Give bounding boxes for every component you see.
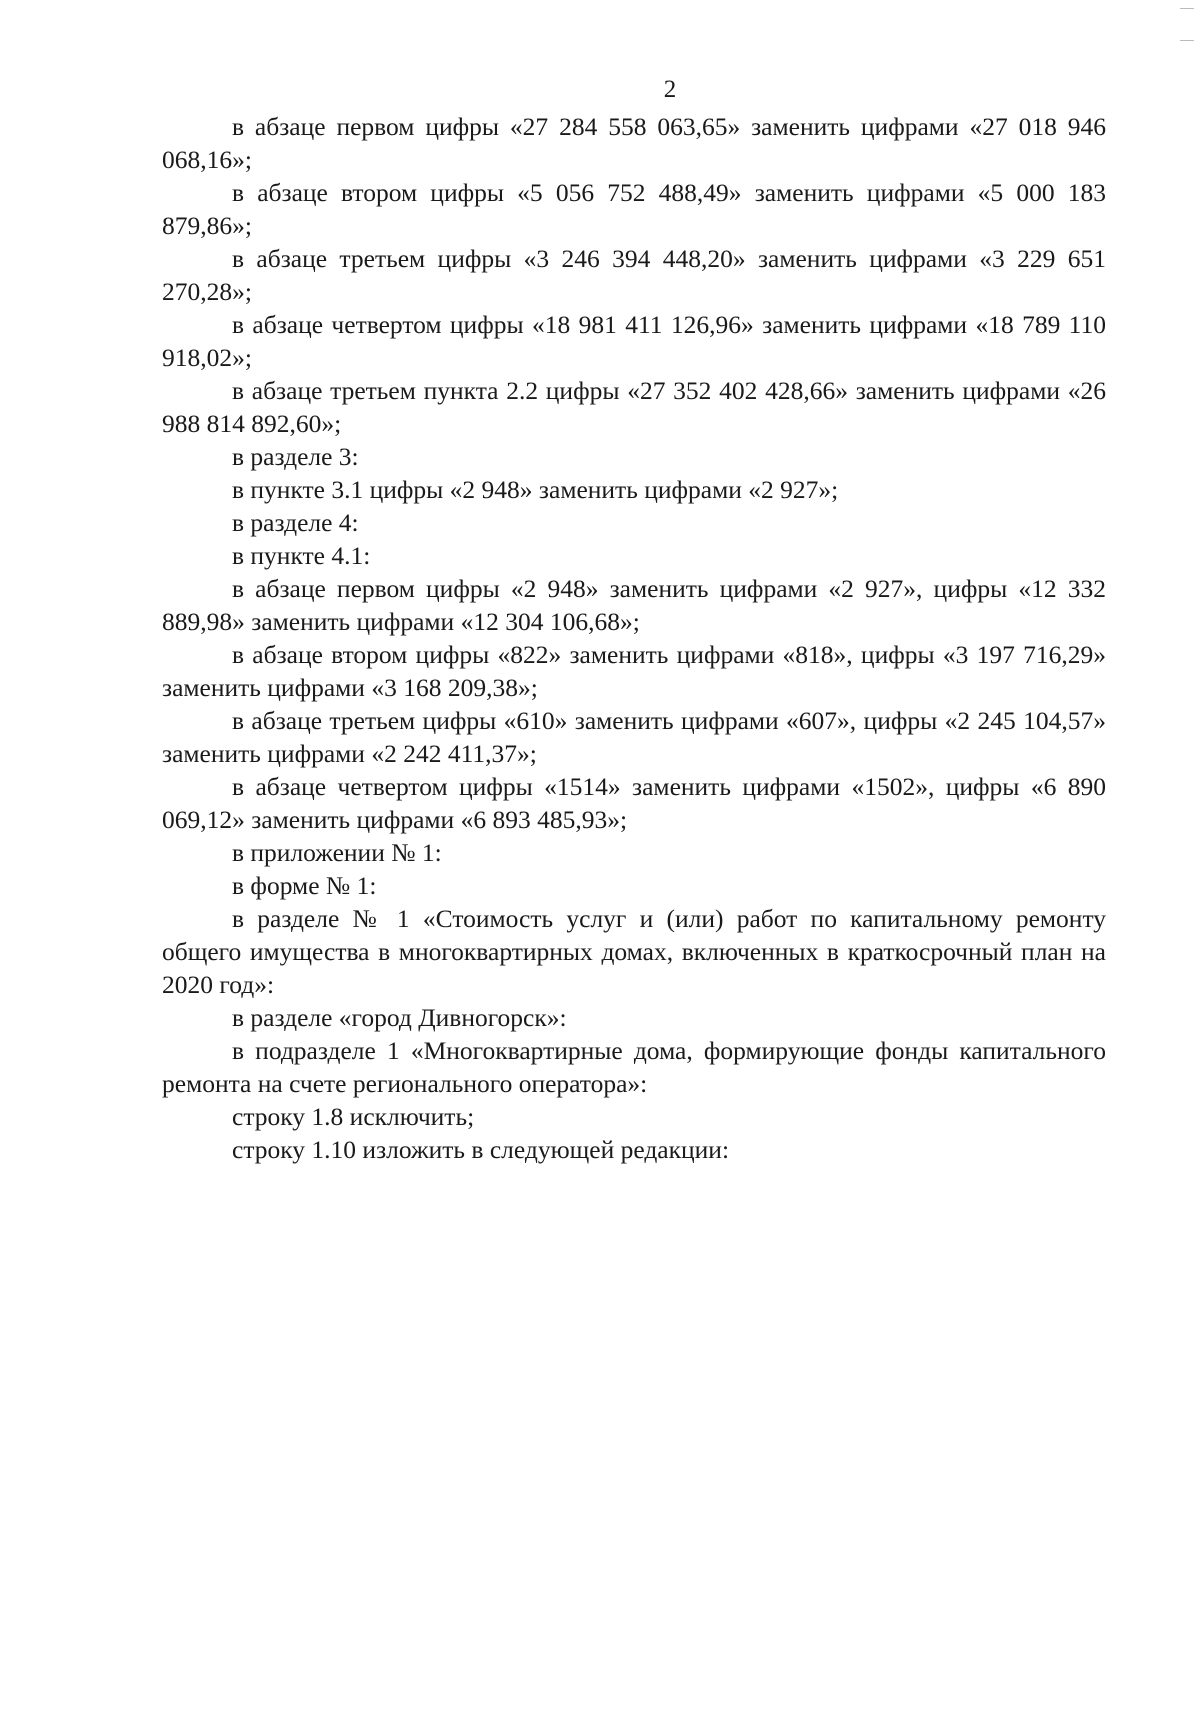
paragraph-amendment-6: в абзаце первом цифры «2 948» заменить цифрами «2 927», цифры «12 332 889,98» заменить цифрами «12 304 106,68»; <box>162 574 1106 636</box>
page-number: 2 <box>663 76 677 103</box>
paragraph-appendix-1: в приложении № 1: <box>232 838 442 867</box>
paragraph-amendment-4: в абзаце четвертом цифры «18 981 411 126,96» заменить цифрами «18 789 110 918,02»; <box>162 310 1106 372</box>
paragraph-amendment-9: в абзаце четвертом цифры «1514» заменить цифрами «1502», цифры «6 890 069,12» заменить цифрами «6 893 485,93»; <box>162 772 1106 834</box>
paragraph-amendment-5: в абзаце третьем пункта 2.2 цифры «27 352 402 428,66» заменить цифрами «26 988 814 892,60»; <box>162 376 1106 438</box>
paragraph-row-1-8: строку 1.8 исключить; <box>232 1102 475 1131</box>
paragraph-amendment-1: в абзаце первом цифры «27 284 558 063,65» заменить цифрами «27 018 946 068,16»; <box>162 112 1106 174</box>
paragraph-amendment-3: в абзаце третьем цифры «3 246 394 448,20» заменить цифрами «3 229 651 270,28»; <box>162 244 1106 306</box>
paragraph-form-1: в форме № 1: <box>232 871 377 900</box>
paragraph-section-divnogorsk: в разделе «город Дивногорск»: <box>232 1003 567 1032</box>
paragraph-section-3: в разделе 3: <box>232 442 359 471</box>
paragraph-item-4-1: в пункте 4.1: <box>232 541 371 570</box>
scan-edge-mark <box>1180 40 1194 41</box>
document-body <box>162 110 1106 1166</box>
paragraph-section-1: в разделе № 1 «Стоимость услуг и (или) работ по капитальному ремонту общего имущества в многоквартирных домах, включенных в краткосрочный план на 2020 год»: <box>162 904 1106 999</box>
paragraph-amendment-8: в абзаце третьем цифры «610» заменить цифрами «607», цифры «2 245 104,57» заменить цифрами «2 242 411,37»; <box>162 706 1106 768</box>
paragraph-section-4: в разделе 4: <box>232 508 359 537</box>
paragraph-row-1-10: строку 1.10 изложить в следующей редакции: <box>232 1135 730 1164</box>
scan-edge-mark <box>1180 8 1194 9</box>
paragraph-amendment-2: в абзаце втором цифры «5 056 752 488,49» заменить цифрами «5 000 183 879,86»; <box>162 178 1106 240</box>
paragraph-subsection-1: в подразделе 1 «Многоквартирные дома, формирующие фонды капитального ремонта на счете регионального оператора»: <box>162 1036 1106 1098</box>
paragraph-item-3-1: в пункте 3.1 цифры «2 948» заменить цифрами «2 927»; <box>232 475 839 504</box>
paragraph-amendment-7: в абзаце втором цифры «822» заменить цифрами «818», цифры «3 197 716,29» заменить цифрами «3 168 209,38»; <box>162 640 1106 702</box>
